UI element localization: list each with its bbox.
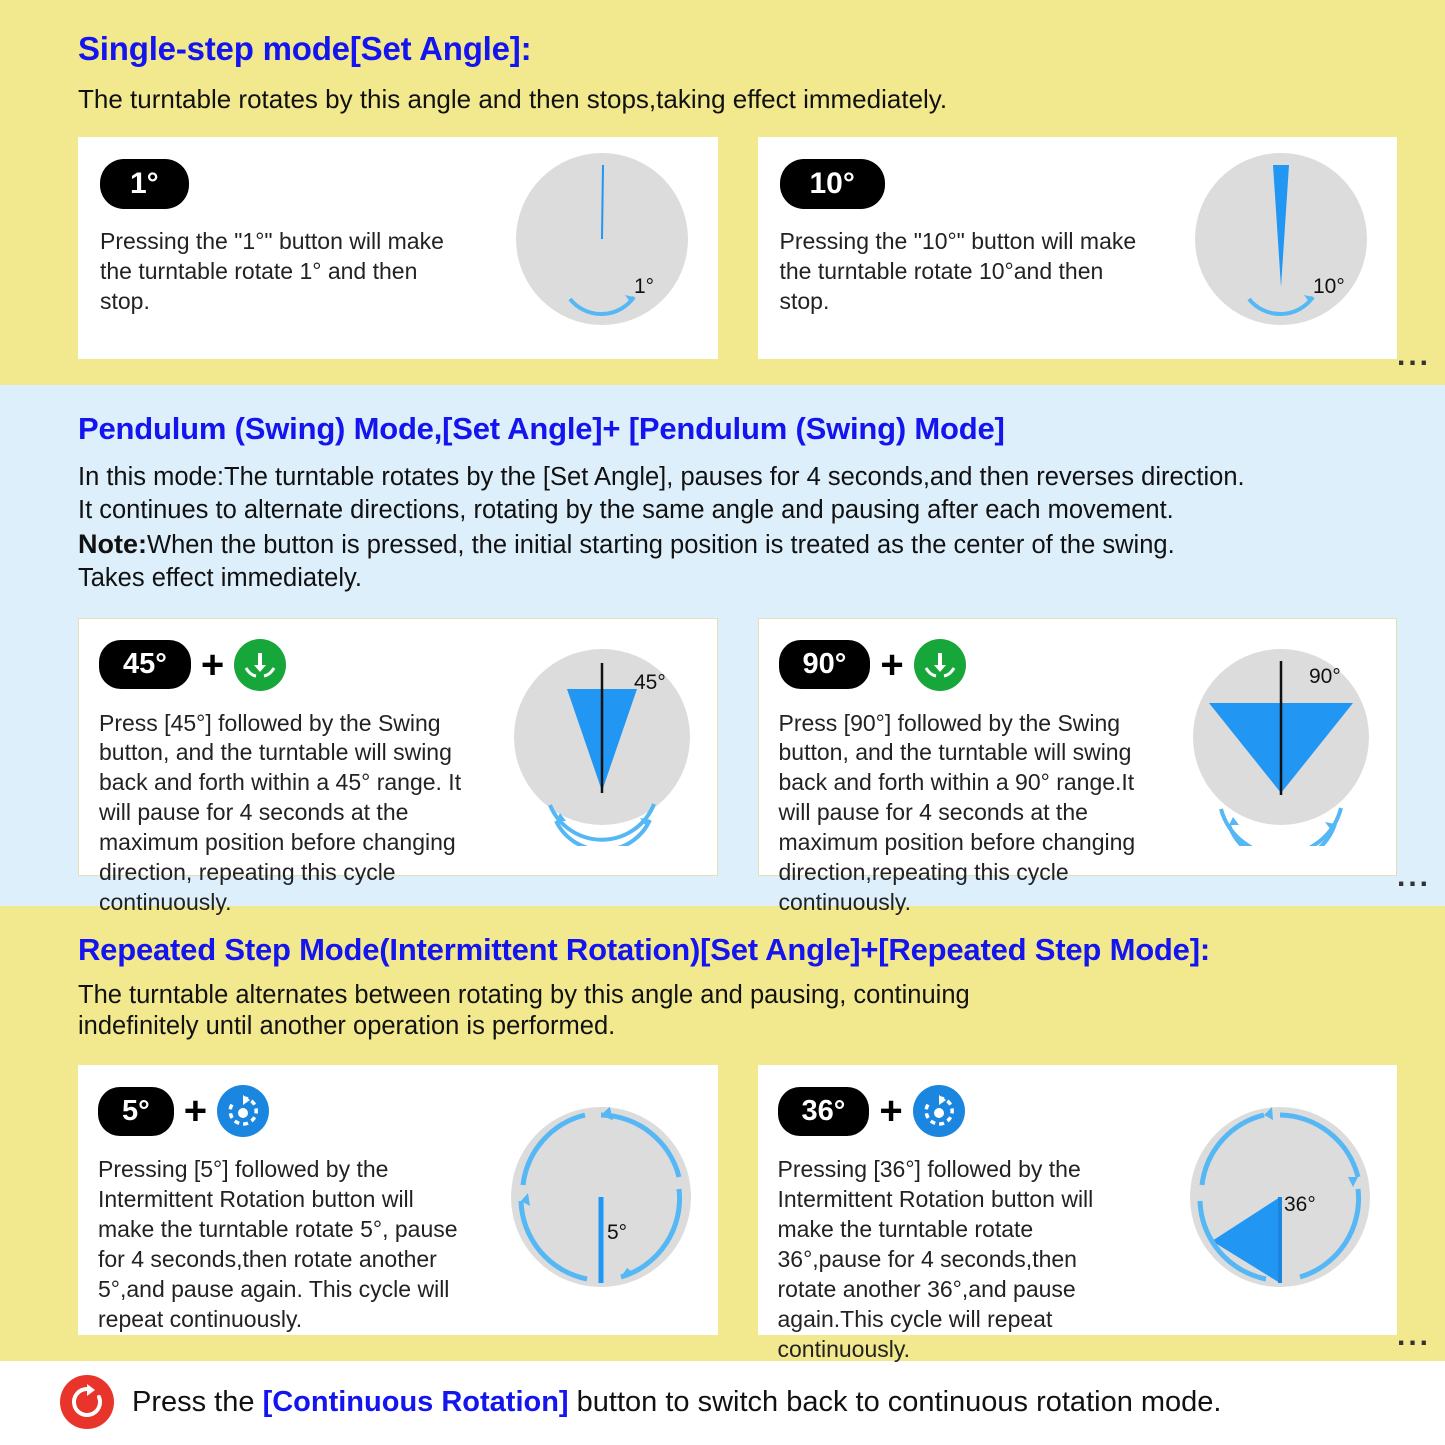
section-single-step: [0, 0, 1445, 385]
card-row: [48, 137, 1431, 372]
card-text: Pressing the "10°" button will make the turntable rotate 10°and then stop.: [779, 228, 1137, 314]
swing-glyph: [921, 646, 959, 684]
angle-button-1[interactable]: 1°: [100, 159, 189, 209]
desc-line-2: It continues to alternate directions, rotating by the same angle and pausing after each movement.: [78, 496, 1174, 525]
dial-diagram: [512, 641, 707, 846]
more-indicator: ...: [1396, 1319, 1431, 1353]
plus-sign: +: [880, 642, 904, 687]
illustration-10-degree: [1193, 147, 1383, 352]
section-title: Pendulum (Swing) Mode,[Set Angle]+ [Pendulum (Swing) Mode]: [78, 411, 1005, 446]
card-text: Press [45°] followed by the Swing button, and the turntable will swing back and forth within a 45° range. It will pause for 4 seconds at the maximum position before changing direction, repeating this cycle continuously.: [99, 709, 462, 915]
illustration-45-degree: [512, 641, 707, 851]
more-indicator: ...: [1396, 339, 1431, 372]
svg-text:36°: 36°: [1284, 1193, 1316, 1217]
angle-button-90[interactable]: 90°: [779, 640, 871, 689]
angle-button-5[interactable]: 5°: [98, 1087, 174, 1136]
svg-text:1°: 1°: [633, 275, 654, 298]
more-indicator: ...: [1396, 859, 1431, 893]
dial-diagram: [1188, 1093, 1383, 1308]
plus-sign: +: [200, 642, 225, 687]
section-description: The turntable rotates by this angle and then stops,taking effect immediately.: [78, 84, 948, 114]
section-description: [48, 461, 1397, 596]
swing-glyph: [241, 646, 279, 684]
section-repeated-step: [0, 906, 1445, 1362]
dial-diagram: [1193, 147, 1383, 347]
intermittent-rotation-glyph: [920, 1092, 958, 1130]
svg-text:45°: 45°: [633, 670, 666, 694]
card-row: [48, 1065, 1431, 1362]
angle-button-10[interactable]: 10°: [780, 159, 885, 209]
intermittent-rotation-icon[interactable]: [913, 1085, 965, 1137]
card-text: Press [90°] followed by the Swing button, and the turntable will swing back and forth within a 90° range.It will pause for 4 seconds at the maximum position before changing direction,repeating this cycle continuously.: [778, 709, 1136, 915]
note-label: Note:: [78, 529, 147, 560]
section-title: Repeated Step Mode(Intermittent Rotation)[Set Angle]+[Repeated Step Mode]:: [78, 931, 1210, 967]
continuous-rotation-glyph: [67, 1382, 107, 1422]
card-5-degree: [78, 1065, 718, 1335]
swing-icon[interactable]: [234, 639, 286, 691]
card-10-degree: [758, 137, 1398, 359]
section-pendulum: [0, 385, 1445, 915]
desc-line-3: [78, 527, 1397, 562]
desc-line-1: In this mode:The turntable rotates by the [Set Angle], pauses for 4 seconds,and then reverses direction.: [78, 463, 1245, 491]
intermittent-rotation-glyph: [224, 1092, 262, 1130]
dial-diagram: [514, 147, 704, 347]
card-1-degree: [78, 137, 718, 359]
card-45-degree: [78, 618, 718, 915]
dial-diagram: [1191, 641, 1386, 846]
card-36-degree: [758, 1065, 1398, 1362]
dial-diagram: [509, 1093, 704, 1308]
desc-line-1: The turntable alternates between rotating by this angle and pausing, continuing: [78, 980, 970, 1009]
illustration-5-degree: [509, 1093, 704, 1313]
illustration-90-degree: [1191, 641, 1386, 851]
continuous-rotation-icon[interactable]: [60, 1375, 114, 1429]
card-text: Pressing the "1°" button will make the turntable rotate 1° and then stop.: [100, 228, 444, 314]
plus-sign: +: [879, 1089, 903, 1134]
swing-icon[interactable]: [914, 639, 966, 691]
footer-highlight: [Continuous Rotation]: [262, 1385, 569, 1418]
card-text: Pressing [5°] followed by the Intermittent Rotation button will make the turntable rotate 5°, pause for 4 seconds,then rotate another 5°,and pause again. This cycle will repeat continuously.: [98, 1156, 458, 1332]
svg-text:5°: 5°: [606, 1221, 627, 1245]
section-title: Single-step mode[Set Angle]:: [78, 30, 532, 67]
desc-line-2: indefinitely until another operation is performed.: [78, 1012, 616, 1041]
illustration-36-degree: [1188, 1093, 1383, 1313]
angle-button-36[interactable]: 36°: [778, 1087, 870, 1136]
illustration-1-degree: [514, 147, 704, 352]
card-text: Pressing [36°] followed by the Intermittent Rotation button will make the turntable rotate 36°,pause for 4 seconds,then rotate another 36°,and pause again.This cycle will repeat continuously.: [777, 1156, 1094, 1362]
angle-button-45[interactable]: 45°: [99, 640, 191, 689]
svg-text:10°: 10°: [1313, 275, 1345, 298]
desc-line-4: Takes effect immediately.: [78, 564, 362, 593]
footer-text-after: button to switch back to continuous rotation mode.: [568, 1385, 1222, 1418]
plus-sign: +: [183, 1089, 208, 1134]
intermittent-rotation-icon[interactable]: [217, 1085, 269, 1137]
note-text: When the button is pressed, the initial starting position is treated as the center of the swing.: [147, 531, 1175, 560]
footer-text-before: Press the: [132, 1385, 263, 1418]
card-90-degree: [758, 618, 1398, 915]
section-description: [48, 980, 1397, 1044]
svg-text:90°: 90°: [1309, 664, 1341, 688]
footer-note: [0, 1361, 1445, 1443]
footer-text: [132, 1386, 1221, 1419]
card-row: [48, 618, 1431, 915]
